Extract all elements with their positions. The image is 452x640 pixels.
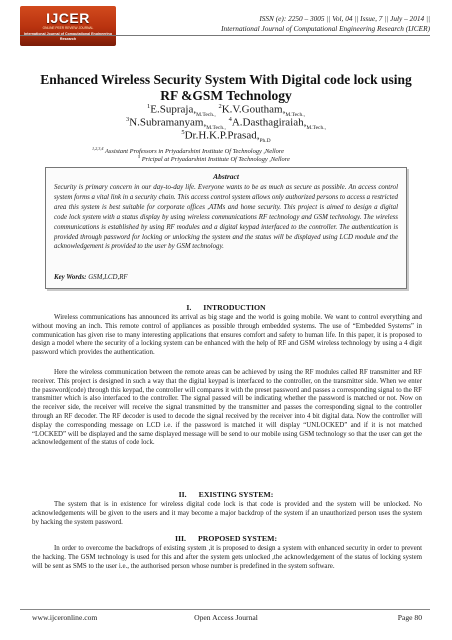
author-name: N.Subramanyam, (129, 116, 207, 129)
footer-page-number: Page 80 (397, 613, 422, 622)
footer-website: www.ijceronline.com (32, 613, 98, 622)
author-name: K.V.Goutham, (221, 103, 286, 116)
issn-line: ISSN (e): 2250 – 3005 || Vol, 04 || Issue, 7 || July – 2014 || (259, 14, 430, 23)
logo-name: IJCER (46, 10, 90, 26)
logo-tagline: ONLINE PEER REVIEW JOURNAL (42, 26, 94, 30)
section-heading-proposed-system: III. PROPOSED SYSTEM: (174, 534, 278, 543)
logo-journal-name: International Journal of Computational Engineering Research (24, 32, 112, 41)
author-name: A.Dasthagiraiah, (231, 116, 307, 129)
affiliation-1: $^{1,2,3,4}$ Assistant Professors in Priyadarshini Institute Of Technology ,Nellore (92, 146, 284, 156)
affiliation-2: $^5$ Pricipal at Priyadarshini Institute Of Technology ,Nellore (138, 154, 290, 164)
footer-divider (20, 609, 430, 610)
author-name: Dr.H.K.P.Prasad, (184, 129, 260, 142)
abstract-text: Security is primary concern in our day-to-day life. Everyone wants to be as much as secure as possible. An access control system forms a vital link in a security chain. This access control system allows only authorized persons to access a restricted area this system is best suitable for corporate offices ,ATMs and home security. This project is aimed to design a digital code lock system with a status display by using wireless communications RF technology and GSM technology. The wireless communications is established by using RF modules and a digital keypad interfaced to the controller. The authentication is provided through password for locking or unlocking the system and the status will be displayed using LCD module and the acknowledgement is provided to the user by GSM technology. (54, 184, 398, 251)
proposed-system-paragraph: In order to overcome the backdrops of existing system ,it is proposed to design a system with enhanced security in order to prevent the hacking. The GSM technology is used for this and after the system gets unlocked ,the acknowledgement of the status of locking system will be sent as SMS to the user i.e., the authorised person whose number is predefined in the system software. (32, 545, 422, 570)
journal-line: International Journal of Computational Engineering Research (IJCER) (221, 24, 430, 33)
intro-paragraph-1: Wireless communications has announced its arrival as big stage and the world is going mobile. We want to control everything and without moving an inch. This remote control of appliances as possible through embedded systems. The use of “Embedded Systems” in communication has given rise to many interesting applications that ensures comfort and safety to human life. In this paper, it is proposed to design a model where the security of a locking system can be enhanced with the help of RF and GSM wireless technology by using a 4 digit password which provides the authentication. (32, 314, 422, 357)
header-divider (20, 35, 430, 36)
journal-logo (20, 6, 116, 46)
paper-title-line-2: RF &GSM Technology (160, 88, 292, 103)
author-name: E.Supraja, (150, 103, 197, 116)
abstract-box (45, 167, 407, 289)
author-line-3: $^5Dr.H.K.P.Prasad,_{Ph.D}$ (181, 129, 271, 144)
section-heading-existing-system: II. EXISTING SYSTEM: (178, 490, 274, 499)
author-line-1: $^1E.Supraja,_{M.Tech.,}$ $^2K.V.Goutham,_{M.Tech.,}$ (147, 103, 305, 118)
intro-paragraph-2: Here the wireless communication between the remote areas can be achieved by using the RF modules called RF transmitter and RF receiver. This project is designed in such a way that the digital keypad is interfaced to the controller, on the transmitter side. When we enter the password(code) through this keypad, the controller will compares it with the preset password and passes a corresponding signal to the RF transmitter which is also interfaced to the controller. The signal passed will be indicating whether the password is matched or not. Now on the receiver side, the receiver will receive the signal transmitted by the transmitter and passes the corresponding signal to the controller through an RF decoder. The RF decoder is used to decode the signal received by the receiver into 4 bit digital data. Now the controller will display the corresponding message on LCD i.e. if the password is matched it will display “UNLOCKED” and if it is not matched “LOCKED” will be displayed and the same displayed message will be send to our mobile using GSM technology so that the user can get the acknowledgement of the status of code lock. (32, 369, 422, 447)
footer-access: Open Access Journal (194, 613, 258, 622)
abstract-heading: Abstract (213, 172, 239, 181)
author-line-2: $^3N.Subramanyam,_{M.Tech.,}$ $^4A.Dasthagiraiah,_{M.Tech.,}$ (125, 116, 326, 131)
keywords: Key Words: GSM,LCD,RF (54, 274, 128, 281)
existing-system-paragraph: The system that is in existence for wireless digital code lock is that code is provided and the system will be unlocked. No acknowledgements will be given to the users and it may become a major backdrop of the system if an unauthorized person uses the system by hacking the system password. (32, 501, 422, 526)
paper-title-line-1: Enhanced Wireless Security System With Digital code lock using (40, 72, 412, 87)
section-heading-introduction: I. INTRODUCTION (186, 303, 266, 312)
